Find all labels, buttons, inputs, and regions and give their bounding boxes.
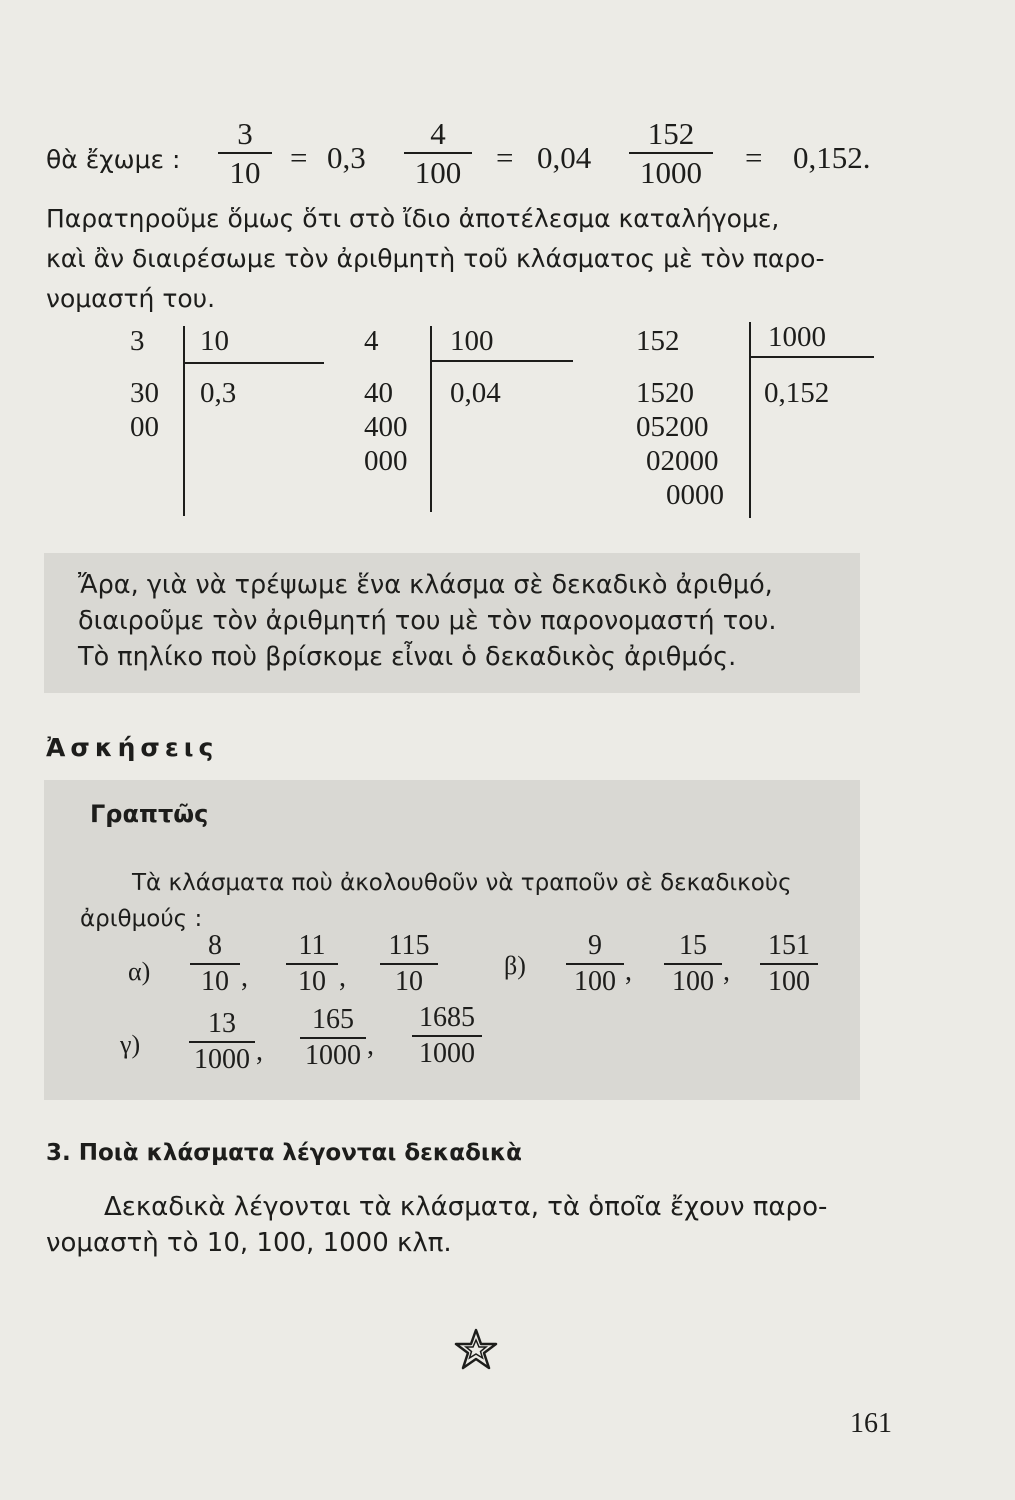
denominator: 1000 — [194, 1044, 250, 1075]
quotient: 0,04 — [450, 377, 501, 409]
fraction-bar — [300, 1037, 366, 1039]
section-title: 3. Ποιὰ κλάσματα λέγονται δεκαδικὰ — [46, 1140, 522, 1166]
fraction-bar — [218, 152, 272, 154]
exercise-instruction: ἀριθμούς : — [80, 906, 203, 932]
numerator: 8 — [208, 930, 222, 961]
label-alpha: α) — [128, 957, 151, 986]
rule-line: διαιροῦμε τὸν ἀριθμητή του μὲ τὸν παρονομαστή του. — [78, 606, 777, 636]
fraction-bar — [189, 1041, 255, 1043]
fraction-bar — [286, 963, 338, 965]
paragraph-line: Παρατηροῦμε ὅμως ὅτι στὸ ἴδιο ἀποτέλεσμα καταλήγομε, — [46, 204, 780, 233]
numerator: 151 — [768, 930, 810, 961]
numerator: 11 — [298, 930, 326, 961]
numerator: 15 — [679, 930, 707, 961]
result-0-04: 0,04 — [537, 140, 592, 175]
comma: , — [256, 1036, 263, 1067]
fraction — [566, 932, 624, 996]
denominator: 1000 — [640, 155, 702, 190]
denominator: 10 — [298, 966, 326, 997]
exercises-subheading: Γραπτῶς — [90, 800, 209, 828]
division-vertical-line — [183, 326, 185, 516]
fraction — [190, 932, 240, 996]
denominator: 1000 — [419, 1038, 475, 1069]
division-horizontal-line — [750, 356, 874, 358]
fraction-bar — [412, 1035, 482, 1037]
fraction-3-10 — [218, 118, 272, 188]
fraction — [189, 1010, 255, 1074]
rule-line: Τὸ πηλίκο ποὺ βρίσκομε εἶναι ὁ δεκαδικὸς ἀριθμός. — [78, 642, 737, 672]
dividend-step: 00 — [130, 411, 159, 443]
section-line: νομαστὴ τὸ 10, 100, 1000 κλπ. — [46, 1228, 452, 1258]
equals-sign: = — [290, 140, 308, 175]
divisor: 1000 — [768, 321, 826, 353]
comma: , — [339, 962, 346, 993]
denominator: 1000 — [305, 1040, 361, 1071]
dividend-step: 05200 — [636, 411, 709, 443]
numerator: 4 — [430, 116, 446, 151]
comma: , — [241, 962, 248, 993]
division-horizontal-line — [184, 362, 324, 364]
equals-sign: = — [496, 140, 514, 175]
division-vertical-line — [430, 326, 432, 512]
quotient: 0,3 — [200, 377, 237, 409]
numerator: 1685 — [419, 1002, 475, 1033]
equals-sign: = — [745, 140, 763, 175]
numerator: 3 — [237, 116, 253, 151]
label-gamma: γ) — [120, 1030, 141, 1059]
denominator: 100 — [672, 966, 714, 997]
section-line: Δεκαδικὰ λέγονται τὰ κλάσματα, τὰ ὁποῖα ἔχουν παρο- — [104, 1192, 828, 1222]
quotient: 0,152 — [764, 377, 830, 409]
division-horizontal-line — [431, 360, 573, 362]
label-beta: β) — [504, 951, 526, 980]
divisor: 100 — [450, 325, 494, 357]
comma: , — [625, 956, 632, 987]
denominator: 100 — [414, 155, 462, 190]
fraction — [286, 932, 338, 996]
result-0-3: 0,3 — [327, 140, 366, 175]
dividend-step: 400 — [364, 411, 408, 443]
dividend-step: 30 — [130, 377, 159, 409]
comma: , — [723, 956, 730, 987]
fraction-bar — [629, 152, 713, 154]
rule-line: Ἄρα, γιὰ νὰ τρέψωμε ἕνα κλάσμα σὲ δεκαδικὸ ἀριθμό, — [78, 570, 773, 600]
exercise-instruction: Τὰ κλάσματα ποὺ ἀκολουθοῦν νὰ τραποῦν σὲ δεκαδικοὺς — [132, 870, 792, 896]
denominator: 10 — [395, 966, 423, 997]
dividend-step: 3 — [130, 325, 145, 357]
star-ornament-icon — [454, 1328, 498, 1372]
fraction-bar — [760, 963, 818, 965]
fraction — [664, 932, 722, 996]
fraction-bar — [380, 963, 438, 965]
fraction-4-100 — [404, 118, 472, 188]
dividend-step: 4 — [364, 325, 379, 357]
denominator: 10 — [229, 155, 261, 190]
divisor: 10 — [200, 325, 229, 357]
dividend-step: 0000 — [666, 479, 724, 511]
exercises-heading: Ἀσκήσεις — [46, 733, 219, 762]
fraction — [300, 1006, 366, 1070]
dividend-step: 152 — [636, 325, 680, 357]
fraction — [412, 1004, 482, 1068]
fraction-bar — [404, 152, 472, 154]
denominator: 100 — [768, 966, 810, 997]
dividend-step: 000 — [364, 445, 408, 477]
numerator: 165 — [312, 1004, 354, 1035]
page-number: 161 — [850, 1408, 892, 1439]
division-vertical-line — [749, 322, 751, 518]
fraction-bar — [566, 963, 624, 965]
fraction-bar — [190, 963, 240, 965]
paragraph-line: νομαστή του. — [46, 284, 216, 313]
comma: , — [367, 1030, 374, 1061]
numerator: 9 — [588, 930, 602, 961]
dividend-step: 02000 — [646, 445, 719, 477]
fraction — [760, 932, 818, 996]
numerator: 152 — [647, 116, 695, 151]
dividend-step: 40 — [364, 377, 393, 409]
fraction-bar — [664, 963, 722, 965]
paragraph-line: καὶ ἂν διαιρέσωμε τὸν ἀριθμητὴ τοῦ κλάσματος μὲ τὸν παρο- — [46, 244, 825, 273]
numerator: 115 — [388, 930, 430, 961]
fraction-152-1000 — [629, 118, 713, 188]
numerator: 13 — [208, 1008, 236, 1039]
denominator: 10 — [201, 966, 229, 997]
denominator: 100 — [574, 966, 616, 997]
fraction — [380, 932, 438, 996]
intro-label: θὰ ἔχωμε : — [46, 145, 181, 174]
result-0-152: 0,152. — [793, 140, 871, 175]
dividend-step: 1520 — [636, 377, 694, 409]
